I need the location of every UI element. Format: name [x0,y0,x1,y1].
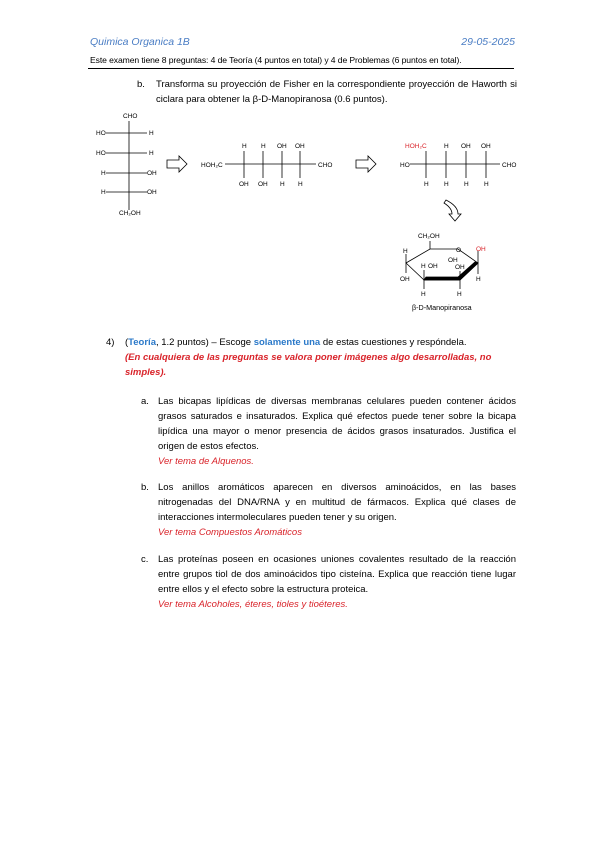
haworth-label: OH [455,264,465,271]
curved-down-arrow-icon [444,200,461,221]
zigzag1-top-label: H [261,143,266,150]
haworth-caption: β-D-Manopiranosa [412,303,472,312]
fischer-top: CHO [123,113,138,120]
zigzag1-right-end: CHO [318,162,333,169]
right-arrow-icon [167,156,187,172]
part-b-text: Transforma su proyección de Fisher en la correspondiente proyección de Haworth si ciclara para obtener la β-D-Manopiranosa (0.6 puntos). [156,79,517,105]
zigzag1-left-end: HOH₂C [201,162,223,169]
q4-text: de estas cuestiones y respóndela. [320,337,467,348]
fischer-row-right: H [149,130,154,137]
item-text [158,552,516,612]
zigzag2-top-label: OH [481,143,491,150]
haworth-label: H [403,248,408,255]
question-4-body [125,335,516,380]
haworth-label: H [421,291,426,298]
part-b-label: b. [137,79,145,90]
item-body: Los anillos aromáticos aparecen en diversos aminoácidos, en las bases nitrogenadas del DNA/RNA y en multitud de fármacos. Explica qué clases de interacciones intermoleculares pueden tener y su origen. [158,482,516,523]
mannose-structures-diagram [0,0,599,330]
zigzag2-bottom-label: H [444,181,449,188]
haworth-projection [400,233,486,312]
q4-item-c [141,552,516,612]
zigzag2-top-label: OH [461,143,471,150]
fischer-row-right: OH [147,170,157,177]
item-label: b. [141,482,149,493]
exam-info: Este examen tiene 8 preguntas: 4 de Teoría (4 puntos en total) y 4 de Problemas (6 puntos en total). [90,55,462,65]
haworth-label: OH [448,257,458,264]
fischer-row-left: HO [96,150,106,157]
course-title: Quimica Organica 1B [90,36,190,48]
item-text [158,480,516,540]
fischer-row-left: H [101,170,106,177]
q4-text: , 1.2 puntos) – Escoge [155,337,254,348]
right-arrow-icon [356,156,376,172]
zigzag2-left-end: HO [400,162,410,169]
fischer-row-right: H [149,150,154,157]
q4-teoria: Teoría [128,337,156,348]
haworth-label: OH [428,263,438,270]
zigzag2-bottom-label: H [464,181,469,188]
haworth-anomeric-oh: OH [476,246,486,253]
haworth-ring [406,249,478,280]
fischer-row-left: H [101,189,106,196]
zigzag2-bottom-label: H [424,181,429,188]
q4-solamente: solamente una [253,337,321,348]
haworth-label: H [421,263,426,270]
item-body: Las bicapas lipídicas de diversas membranas celulares pueden contener ácidos grasos saturados e insaturados. Explica qué efectos puede tener sobre la bicapa lipídica una mayor o menor presencia de ácidos grasos insaturados. Justifica el origen de estos efectos. [158,396,516,452]
zigzag-structure-1 [201,143,332,188]
zigzag2-red-label: HOH₂C [405,143,427,150]
question-4 [106,335,516,380]
exam-date: 29-05-2025 [461,36,515,48]
zigzag2-right-end: CHO [502,162,517,169]
haworth-ring-oxygen: O [456,247,462,254]
zigzag1-bottom-label: H [298,181,303,188]
item-reference: Ver tema Compuestos Aromáticos [158,527,302,538]
item-reference: Ver tema de Alquenos. [158,456,254,467]
haworth-label: OH [400,276,410,283]
q4-item-b [141,480,516,540]
q4-note: (En cualquiera de las preguntas se valora poner imágenes algo desarrolladas, no simples). [125,352,492,378]
item-body: Las proteínas poseen en ocasiones uniones covalentes resultado de la reacción entre grupos tiol de dos aminoácidos tipo cisteína. Explica que reacción tiene lugar entre ellos y el efecto sobre la estructura proteica. [158,554,516,595]
fischer-projection [96,113,157,217]
zigzag2-bottom-label: H [484,181,489,188]
zigzag1-bottom-label: OH [239,181,249,188]
fischer-row-left: HO [96,130,106,137]
zigzag1-top-label: OH [295,143,305,150]
zigzag2-top-label: H [444,143,449,150]
item-text [158,394,516,469]
zigzag-structure-2 [400,143,516,188]
fischer-bottom: CH₂OH [119,210,141,217]
item-label: a. [141,396,149,407]
haworth-label: H [457,291,462,298]
haworth-label: H [476,276,481,283]
question-4-number: 4) [106,337,115,348]
zigzag1-top-label: H [242,143,247,150]
fischer-row-right: OH [147,189,157,196]
item-label: c. [141,554,149,565]
zigzag1-bottom-label: OH [258,181,268,188]
item-reference: Ver tema Alcoholes, éteres, tioles y tioéteres. [158,599,348,610]
zigzag1-bottom-label: H [280,181,285,188]
q4-text: ( [125,337,129,348]
haworth-top: CH₂OH [418,233,440,240]
zigzag1-top-label: OH [277,143,287,150]
q4-item-a [141,394,516,469]
